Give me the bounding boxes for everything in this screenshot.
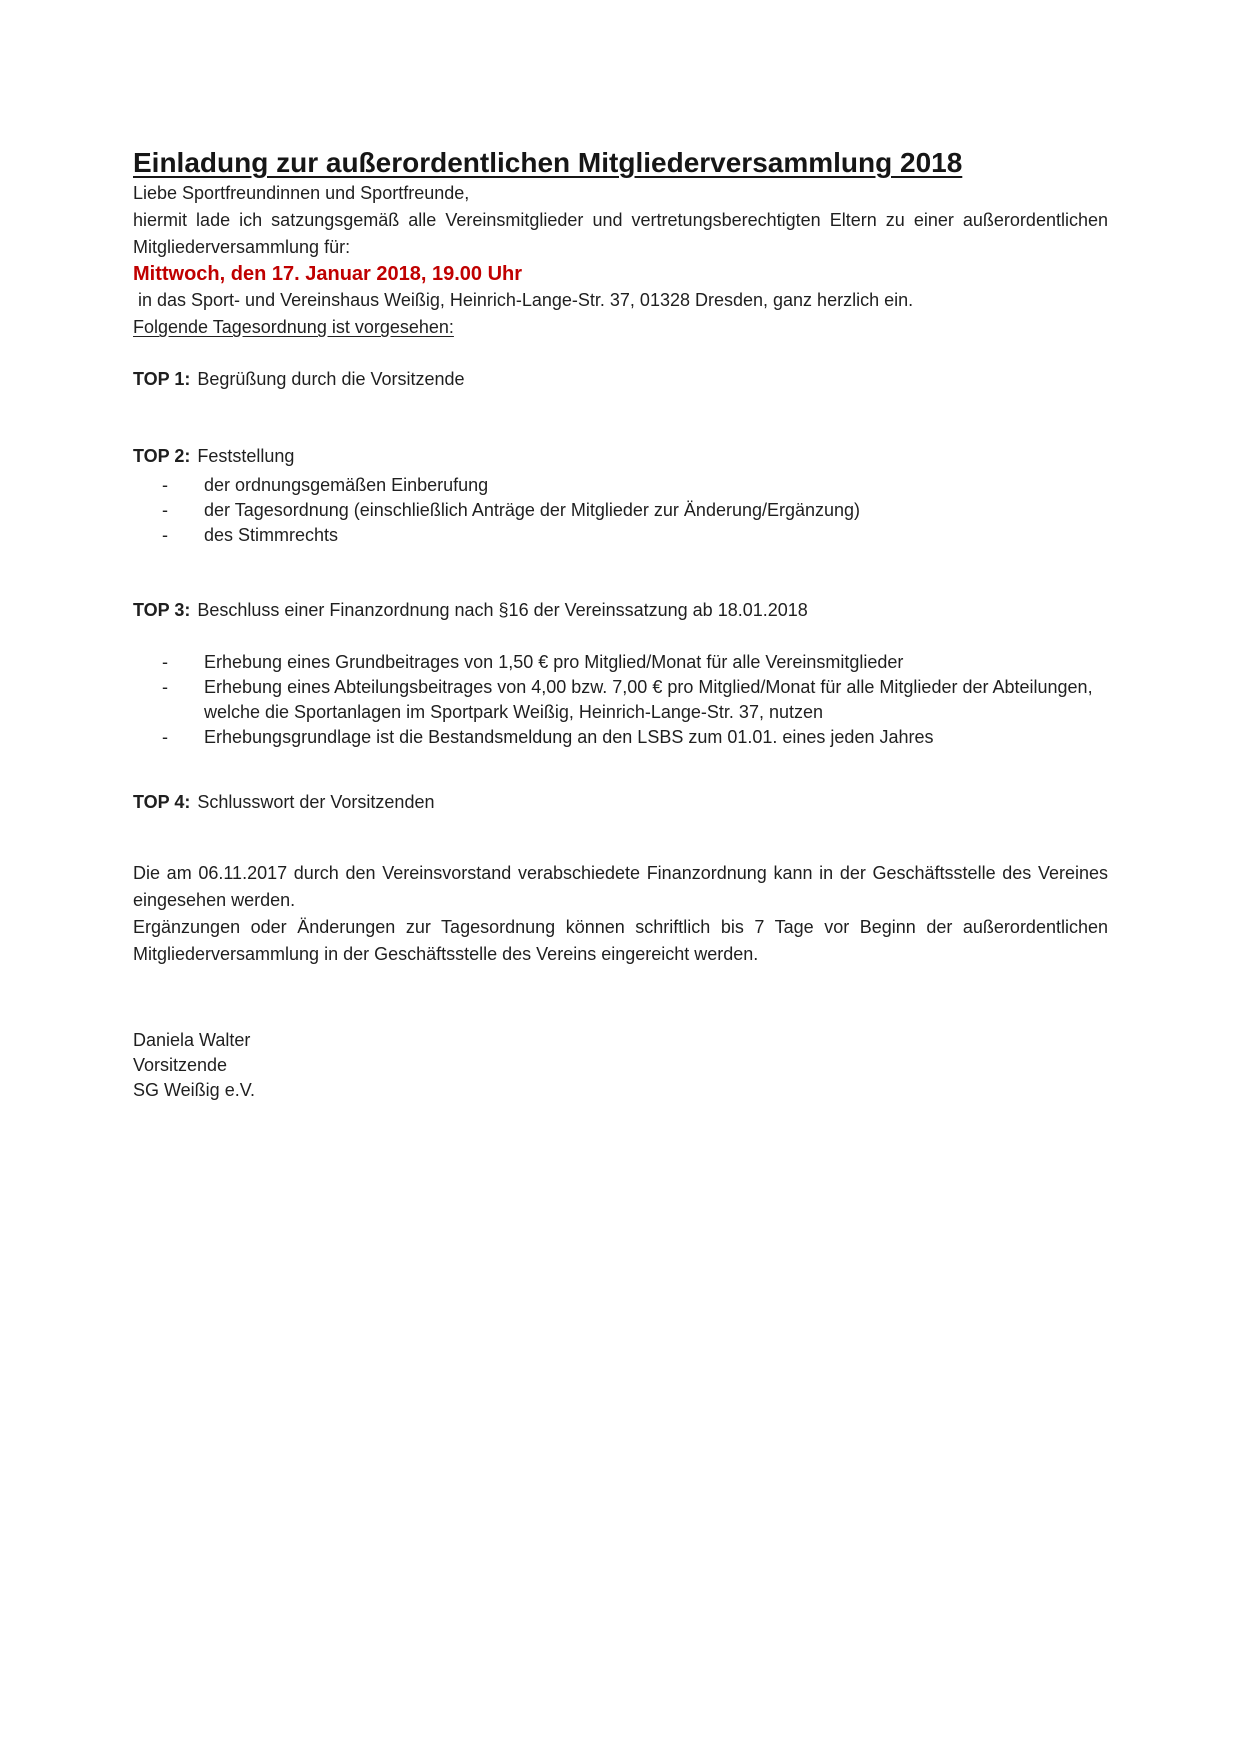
bullet-item-text: der ordnungsgemäßen Einberufung bbox=[204, 475, 489, 495]
bullet-item-text: Erhebung eines Grundbeitrages von 1,50 € pro Mitglied/Monat für alle Vereinsmitglieder bbox=[204, 652, 904, 672]
bullet-item bbox=[133, 473, 1108, 498]
agenda-top-text: Begrüßung durch die Vorsitzende bbox=[197, 369, 465, 389]
agenda-top-section-4 bbox=[133, 790, 1108, 815]
agenda-top-text: Feststellung bbox=[197, 446, 295, 466]
bullet-dash-icon: - bbox=[162, 727, 168, 747]
agenda-top-heading bbox=[133, 598, 1108, 623]
bullet-dash-icon: - bbox=[162, 500, 168, 520]
agenda-top-section-3 bbox=[133, 598, 1108, 750]
agenda-top-heading bbox=[133, 367, 1108, 392]
bullet-dash-icon: - bbox=[162, 475, 168, 495]
signature-line: Daniela Walter bbox=[133, 1030, 251, 1050]
agenda-top-heading bbox=[133, 790, 1108, 815]
agenda-top-items bbox=[133, 650, 1108, 750]
bullet-dash-icon: - bbox=[162, 652, 168, 672]
agenda-top-label: TOP 1: bbox=[133, 369, 191, 389]
agenda-top-section-2 bbox=[133, 444, 1108, 548]
closing-paragraph: Ergänzungen oder Änderungen zur Tagesordnung können schriftlich bis 7 Tage vor Beginn der außerordentlichen Mitgliederversammlung in der Geschäftsstelle des Vereins eingereicht werden. bbox=[133, 917, 1108, 964]
agenda-top-text: Schlusswort der Vorsitzenden bbox=[197, 792, 435, 812]
agenda-list bbox=[133, 367, 1108, 815]
agenda-top-heading bbox=[133, 444, 1108, 469]
agenda-heading: Folgende Tagesordnung ist vorgesehen: bbox=[133, 317, 454, 337]
bullet-item bbox=[133, 725, 1108, 750]
meeting-location-line: in das Sport- und Vereinshaus Weißig, Heinrich-Lange-Str. 37, 01328 Dresden, ganz herzlich ein. bbox=[138, 290, 914, 310]
bullet-item-text: des Stimmrechts bbox=[204, 525, 339, 545]
meeting-date-line: Mittwoch, den 17. Januar 2018, 19.00 Uhr bbox=[133, 263, 523, 285]
closing-paragraph: Die am 06.11.2017 durch den Vereinsvorstand verabschiedete Finanzordnung kann in der Geschäftsstelle des Vereines eingesehen werden. bbox=[133, 863, 1108, 910]
agenda-top-label: TOP 4: bbox=[133, 792, 191, 812]
signature-line: Vorsitzende bbox=[133, 1055, 228, 1075]
bullet-item bbox=[133, 675, 1108, 725]
agenda-top-items bbox=[133, 473, 1108, 548]
bullet-item-text: Erhebungsgrundlage ist die Bestandsmeldung an den LSBS zum 01.01. eines jeden Jahres bbox=[204, 727, 934, 747]
intro-paragraph: hiermit lade ich satzungsgemäß alle Vereinsmitglieder und vertretungsberechtigten Eltern zu einer außerordentlichen Mitgliederversammlung für: bbox=[133, 210, 1108, 257]
bullet-item-text: Erhebung eines Abteilungsbeitrages von 4,00 bzw. 7,00 € pro Mitglied/Monat für alle Mitglieder der Abteilungen, welche die Sportanlagen im Sportpark Weißig, Heinrich-Lange-Str. 37, nutzen bbox=[204, 677, 1093, 722]
agenda-top-label: TOP 3: bbox=[133, 600, 191, 620]
agenda-top-label: TOP 2: bbox=[133, 446, 191, 466]
closing-paragraphs bbox=[133, 860, 1108, 968]
document-title: Einladung zur außerordentlichen Mitgliederversammlung 2018 bbox=[133, 147, 963, 178]
bullet-item bbox=[133, 650, 1108, 675]
bullet-dash-icon: - bbox=[162, 525, 168, 545]
bullet-item bbox=[133, 523, 1108, 548]
signature-block bbox=[133, 1028, 1108, 1103]
agenda-top-text: Beschluss einer Finanzordnung nach §16 der Vereinssatzung ab 18.01.2018 bbox=[197, 600, 808, 620]
signature-line: SG Weißig e.V. bbox=[133, 1080, 256, 1100]
bullet-item-text: der Tagesordnung (einschließlich Anträge der Mitglieder zur Änderung/Ergänzung) bbox=[204, 500, 861, 520]
agenda-top-section-1 bbox=[133, 367, 1108, 392]
bullet-dash-icon: - bbox=[162, 677, 168, 697]
bullet-item bbox=[133, 498, 1108, 523]
salutation-line: Liebe Sportfreundinnen und Sportfreunde, bbox=[133, 183, 470, 203]
